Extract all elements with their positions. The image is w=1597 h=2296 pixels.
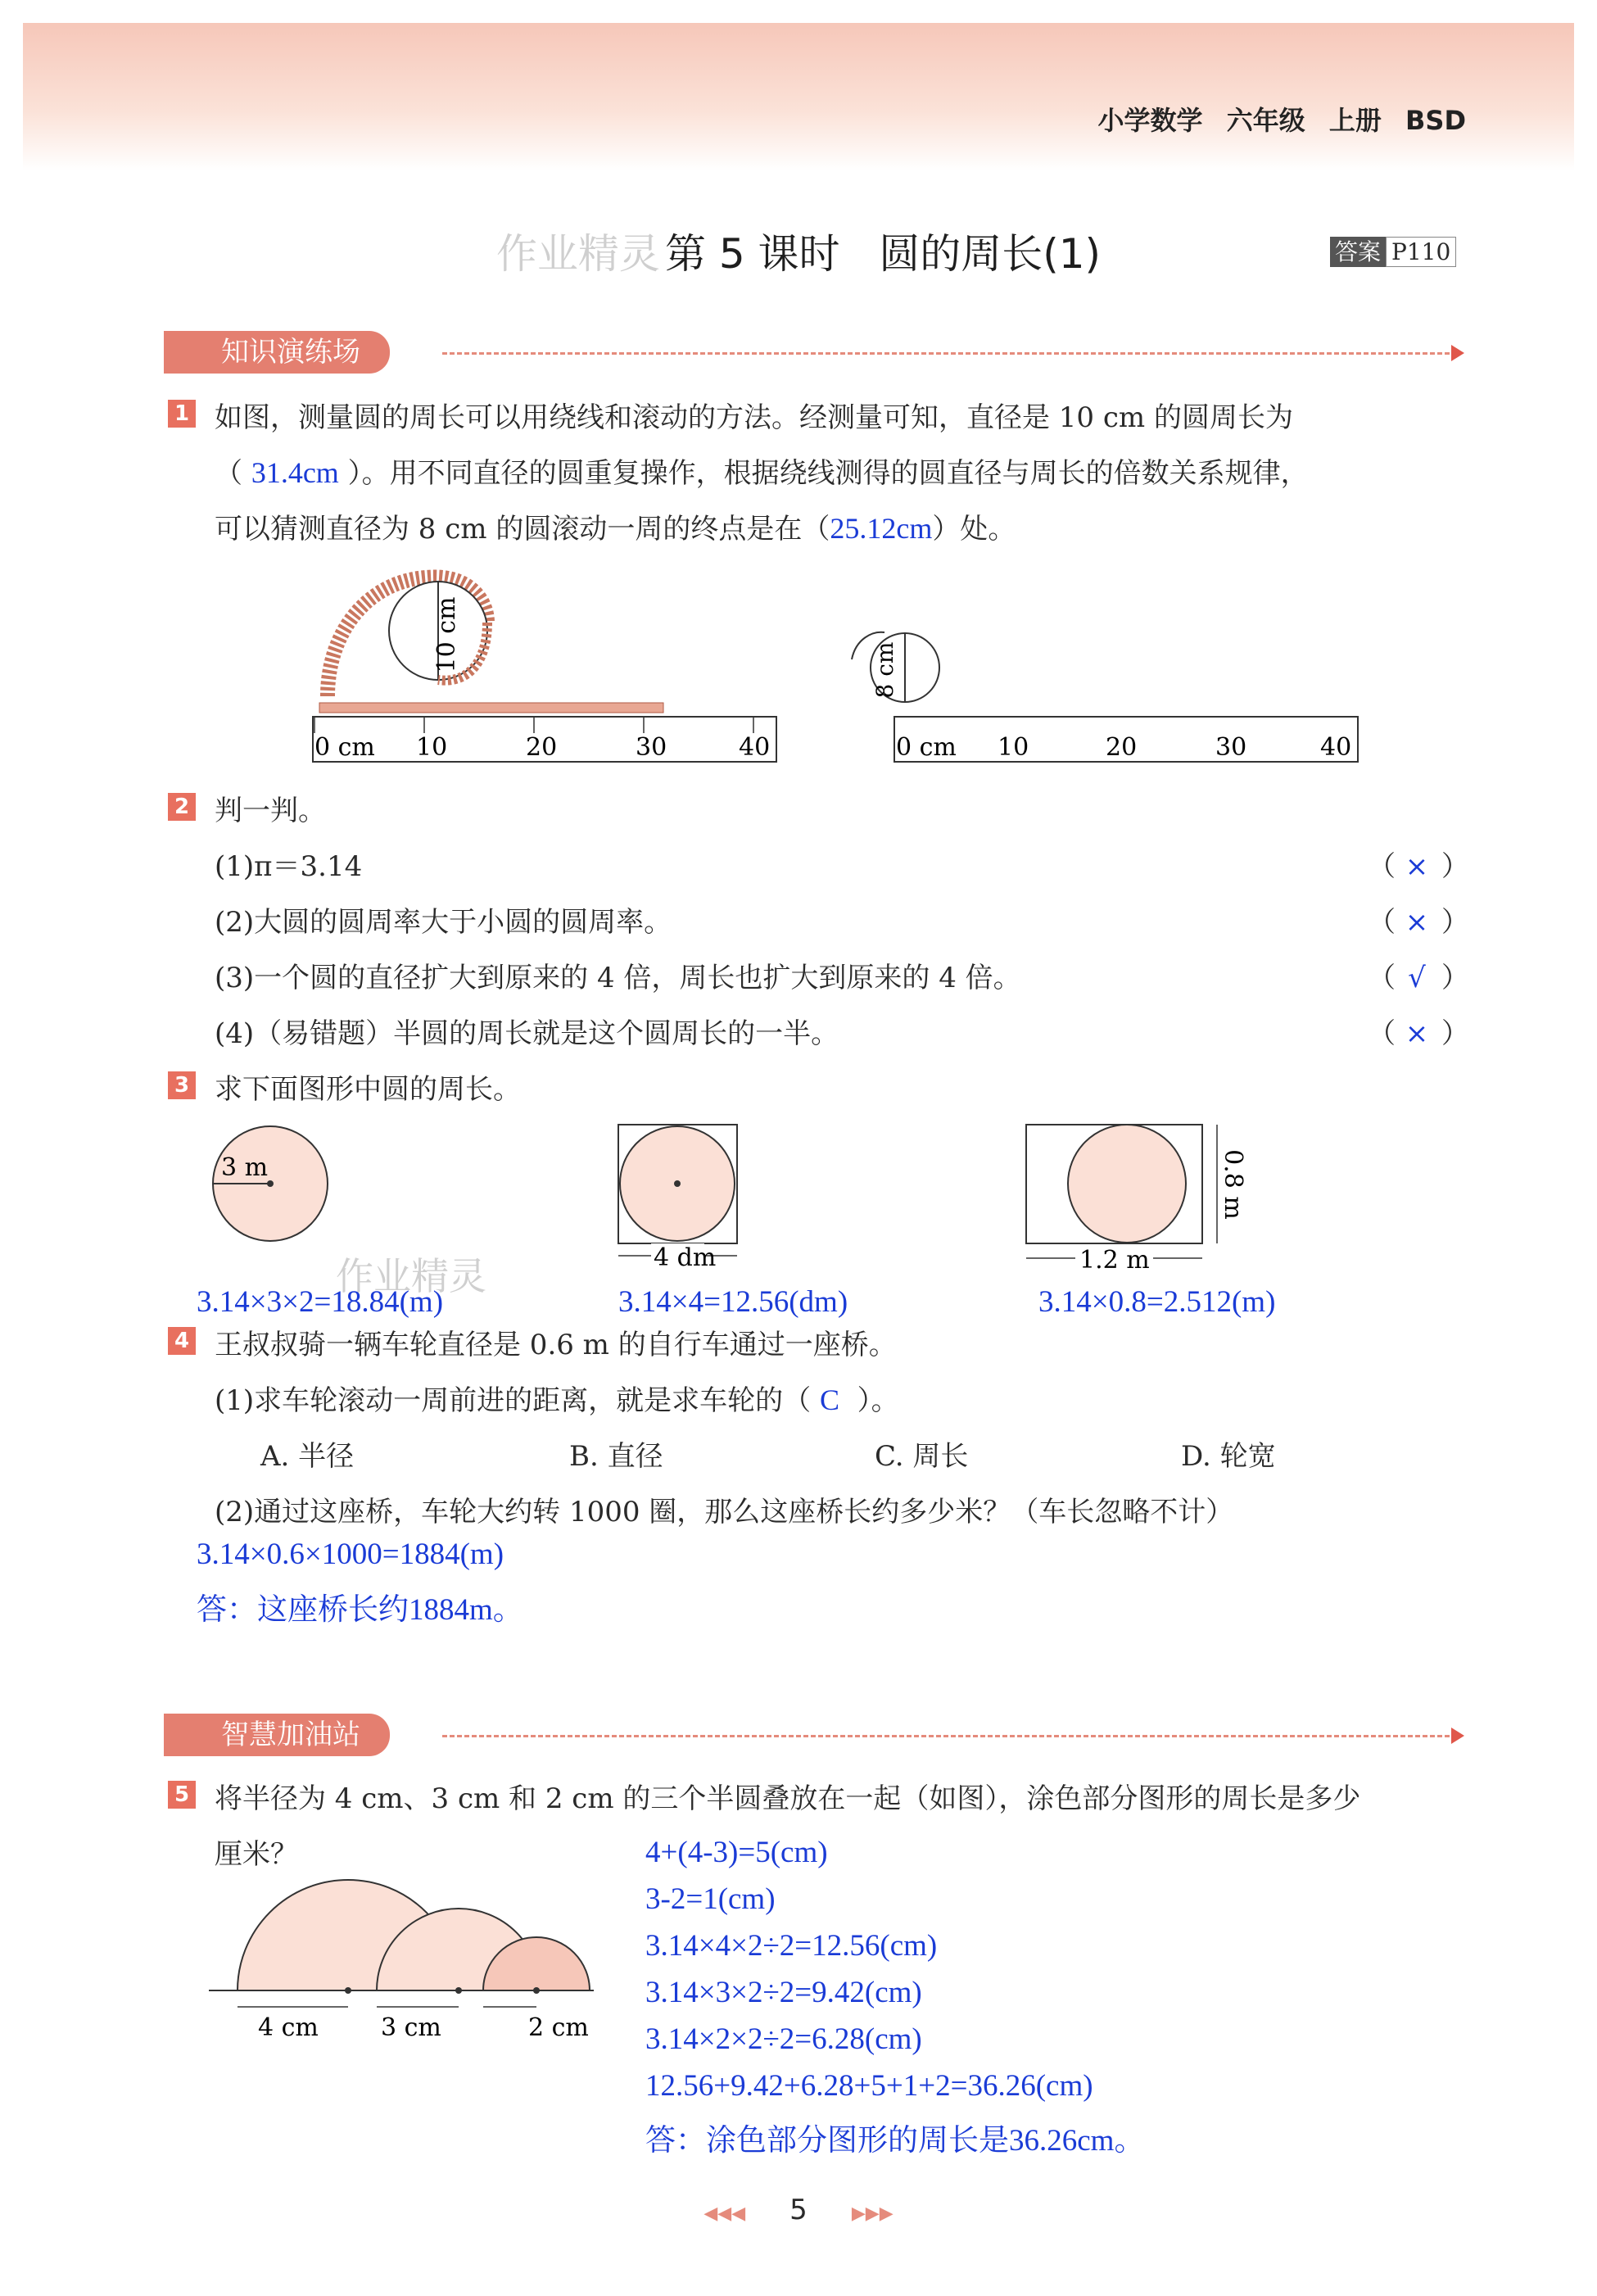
- q1-ruler-left-tick: 20: [526, 733, 558, 762]
- q5-label-4cm: 4 cm: [258, 2013, 319, 2042]
- paren: （: [1368, 1017, 1396, 1050]
- q3-center-dot: [267, 1180, 274, 1187]
- q1-answer2: 25.12cm: [830, 512, 933, 545]
- q1-ruler-left-tick: 0 cm: [314, 733, 375, 762]
- q5-figure: [209, 1876, 602, 2040]
- title-watermark: 作业精灵: [495, 230, 660, 278]
- q1-ruler-left-tick: 40: [739, 733, 771, 762]
- q3-center-dot-2: [674, 1180, 681, 1187]
- q4-title: 王叔叔骑一辆车轮直径是 0.6 m 的自行车通过一座桥。: [215, 1329, 897, 1361]
- q5-answer-line: 答：涂色部分图形的周长是36.26cm。: [645, 2124, 1145, 2158]
- q5-answer-line: 3.14×4×2÷2=12.56(cm): [645, 1929, 938, 1963]
- section2-banner: [164, 1714, 390, 1756]
- q3-figure-1: [209, 1122, 340, 1253]
- q2-mark-4: [1368, 1011, 1469, 1051]
- q4-sub1-end: ）。: [857, 1384, 899, 1417]
- q5-answer-line: 3-2=1(cm): [645, 1882, 776, 1916]
- q1-figure-right: [835, 623, 1376, 770]
- q1-line1: 如图，测量圆的周长可以用绕线和滚动的方法。经测量可知，直径是 10 cm 的圆周长为: [215, 401, 1293, 434]
- section2-arrow-icon: [1451, 1728, 1464, 1744]
- q5-answer-line: 4+(4-3)=5(cm): [645, 1836, 828, 1869]
- q3-watermark: 作业精灵: [336, 1254, 486, 1298]
- q2-title: 判一判。: [215, 795, 326, 827]
- title-lesson: 第 5 课时: [664, 230, 840, 278]
- q2-mark-1: [1368, 844, 1469, 884]
- q2-item-4: (4)（易错题）半圆的周长就是这个圆周长的一半。: [215, 1017, 839, 1050]
- q2-item-3: (3)一个圆的直径扩大到原来的 4 倍，周长也扩大到原来的 4 倍。: [215, 962, 1021, 994]
- q3-fig3-width-label: 1.2 m: [1079, 1246, 1150, 1275]
- q4-sub1-answer: C: [819, 1383, 839, 1416]
- answer-tag-label: 答案: [1330, 237, 1386, 267]
- q3-answer-1: 3.14×3×2=18.84(m): [197, 1285, 444, 1319]
- q1-paren-open: （: [215, 457, 242, 490]
- q1-line3-start: 可以猜测直径为 8 cm 的圆滚动一周的终点是在（: [215, 513, 830, 546]
- page-number: 5: [789, 2194, 808, 2226]
- q5-answer-line: 3.14×3×2÷2=9.42(cm): [645, 1976, 922, 2009]
- q1-fig-left-label: 10 cm: [432, 596, 461, 673]
- q2-answer-mark: ×: [1405, 1017, 1429, 1050]
- q2-item-1: (1)π＝3.14: [215, 850, 363, 883]
- q3-fig2-label: 4 dm: [654, 1243, 717, 1272]
- header-edition: BSD: [1405, 105, 1466, 136]
- q1-ruler-left-tick: 30: [636, 733, 667, 762]
- q1-line2-rest: ）。用不同直径的圆重复操作，根据绕线测得的圆直径与周长的倍数关系规律，: [347, 457, 1309, 490]
- page-footer: [0, 2194, 1597, 2226]
- q4-sub1-text: (1)求车轮滚动一周前进的距离，就是求车轮的（: [215, 1384, 812, 1417]
- footer-left-arrows-icon: ◀◀◀: [703, 2203, 746, 2224]
- section2-title: 智慧加油站: [221, 1719, 360, 1751]
- header-info: [1098, 100, 1466, 138]
- q1-line3-end: ）处。: [932, 513, 1016, 546]
- q4-sub1: [215, 1378, 899, 1418]
- header-band: [23, 23, 1574, 170]
- q5-center-1: [345, 1987, 351, 1994]
- q2-mark-2: [1368, 899, 1469, 940]
- q1-line2: [215, 451, 1309, 491]
- section1-banner: [164, 331, 390, 374]
- section1-title: 知识演练场: [221, 336, 360, 369]
- section2-dashed-line: [442, 1735, 1450, 1737]
- q2-answer-mark: √: [1408, 962, 1426, 994]
- q5-line2: 厘米？: [215, 1838, 298, 1871]
- q4-answer-line-2: 答：这座桥长约1884m。: [197, 1593, 523, 1627]
- q5-center-3: [533, 1987, 540, 1994]
- q4-answer-line-1: 3.14×0.6×1000=1884(m): [197, 1537, 504, 1571]
- paren: ）: [1441, 1017, 1469, 1050]
- q1-ruler-right-tick: 0 cm: [896, 733, 957, 762]
- paren: （: [1368, 906, 1396, 939]
- q3-figure-2: [614, 1121, 745, 1284]
- q1-answer1: 31.4cm: [251, 456, 339, 489]
- footer-right-arrows-icon: ▶▶▶: [851, 2203, 894, 2224]
- q4-option-b: B. 直径: [569, 1440, 663, 1473]
- header-volume: 上册: [1328, 105, 1382, 136]
- q1-fig-right-label: 8 cm: [871, 641, 898, 699]
- q3-answer-3: 3.14×0.8=2.512(m): [1038, 1285, 1276, 1319]
- paren: ）: [1441, 906, 1469, 939]
- section1-arrow-icon: [1451, 345, 1464, 361]
- paren: （: [1368, 850, 1396, 883]
- q2-answer-mark: ×: [1405, 906, 1429, 939]
- q3-number: 3: [168, 1071, 196, 1099]
- q5-label-3cm: 3 cm: [381, 2013, 441, 2042]
- q3-title: 求下面图形中圆的周长。: [215, 1073, 521, 1106]
- q4-option-a: A. 半径: [260, 1440, 355, 1473]
- q2-mark-3: [1368, 955, 1469, 995]
- paren: （: [1368, 962, 1396, 994]
- header-subject: 小学数学: [1097, 105, 1203, 136]
- q1-ruler-left-tick: 10: [416, 733, 448, 762]
- q1-figure-left: [303, 565, 794, 770]
- section1-dashed-line: [442, 352, 1450, 355]
- answer-tag-page: P110: [1386, 237, 1456, 267]
- q1-rope-straight: [319, 703, 663, 713]
- paren: ）: [1441, 850, 1469, 883]
- q1-number: 1: [168, 400, 196, 428]
- q2-answer-mark: ×: [1405, 850, 1429, 883]
- q5-number: 5: [168, 1781, 196, 1809]
- q4-number: 4: [168, 1327, 196, 1355]
- q3-figure-3: [1022, 1121, 1247, 1284]
- q1-ruler-right-tick: 30: [1215, 733, 1247, 762]
- q3-fig3-height-label: 0.8 m: [1219, 1149, 1247, 1220]
- q2-number: 2: [168, 793, 196, 821]
- q4-option-d: D. 轮宽: [1181, 1440, 1276, 1473]
- header-grade: 六年级: [1226, 105, 1305, 136]
- q5-center-2: [455, 1987, 462, 1994]
- q4-sub2: (2)通过这座桥，车轮大约转 1000 圈，那么这座桥长约多少米？（车长忽略不计）: [215, 1496, 1234, 1528]
- q5-answer-line: 3.14×2×2÷2=6.28(cm): [645, 2022, 922, 2056]
- q3-fig1-label: 3 m: [221, 1153, 269, 1182]
- q1-ruler-right-tick: 10: [998, 733, 1029, 762]
- q1-ruler-right-tick: 40: [1320, 733, 1352, 762]
- q1-line3: [215, 506, 1016, 546]
- answer-tag: [1330, 234, 1456, 267]
- q5-line1: 将半径为 4 cm、3 cm 和 2 cm 的三个半圆叠放在一起（如图），涂色部分图形的周长是多少: [215, 1782, 1361, 1815]
- q5-answer-line: 12.56+9.42+6.28+5+1+2=36.26(cm): [645, 2069, 1093, 2103]
- q3-answer-2: 3.14×4=12.56(dm): [618, 1285, 848, 1319]
- q3-circle-3: [1068, 1125, 1186, 1243]
- title-topic: 圆的周长(1): [879, 230, 1102, 278]
- paren: ）: [1441, 962, 1469, 994]
- q5-label-2cm: 2 cm: [528, 2013, 589, 2042]
- q2-item-2: (2)大圆的圆周率大于小圆的圆周率。: [215, 906, 672, 939]
- q4-option-c: C. 周长: [875, 1440, 969, 1473]
- q1-ruler-right-tick: 20: [1106, 733, 1138, 762]
